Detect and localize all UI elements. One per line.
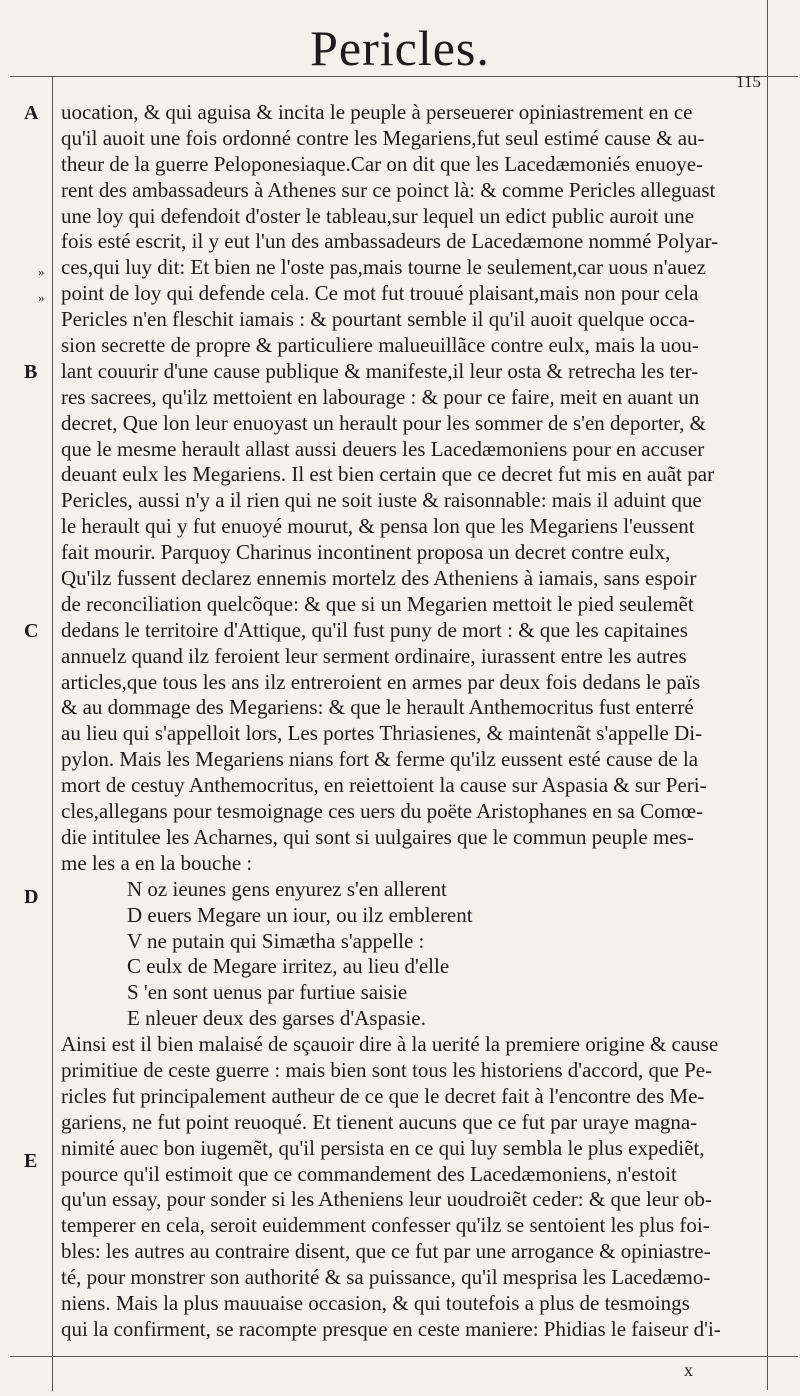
text-line: pource qu'il estimoit que ce commandement des Lacedæmoniens, n'estoit (61, 1161, 677, 1186)
text-line: deuant eulx les Megariens. Il est bien certain que ce decret fut mis en auãt par (61, 462, 715, 487)
text-line: gariens, ne fut point reuoqué. Et tienent aucuns que ce fut par uraye magna- (61, 1109, 698, 1134)
text-line: dedans le territoire d'Attique, qu'il fust puny de mort : & que les capitaines (61, 617, 688, 642)
quote-mark: » (38, 264, 45, 279)
text-line: & au dommage des Megariens: & que le herault Anthemocritus fust enterré (61, 695, 694, 720)
text-line: Qu'ilz fussent declarez ennemis mortelz des Atheniens à iamais, sans espoir (61, 566, 697, 591)
text-line: lant couurir d'une cause publique & manifeste,il leur osta & retrecha les ter- (61, 358, 699, 383)
text-line: ces,qui luy dit: Et bien ne l'oste pas,mais tourne le seulement,car uous n'auez (61, 255, 706, 280)
text-line: cles,allegans pour tesmoignage ces uers du poëte Aristophanes en sa Comœ- (61, 799, 704, 824)
text-line: le herault qui y fut enuoyé mourut, & pensa lon que les Megariens l'eussent (61, 514, 695, 539)
margin-letter-a: A (24, 102, 39, 124)
text-line: bles: les autres au contraire disent, que ce fut par une arrogance & opiniastre- (61, 1239, 711, 1264)
text-line: me les a en la bouche : (61, 850, 253, 875)
text-line: rent des ambassadeurs à Athenes sur ce poinct là: & comme Pericles alleguast (61, 177, 716, 202)
text-line: qui la confirment, se racompte presque en ceste maniere: Phidias le faiseur d'i- (61, 1316, 721, 1341)
text-line: Pericles, aussi n'y a il rien qui ne soit iuste & raisonnable: mais il aduint que (61, 488, 702, 513)
text-line: té, pour monstrer son authorité & sa puissance, qu'il mesprisa les Lacedæmo- (61, 1265, 711, 1290)
verse-line: D euers Megare un iour, ou ilz emblerent (127, 902, 473, 927)
text-line: mort de cestuy Anthemocritus, en reiettoient la cause sur Aspasia & sur Peri- (61, 773, 707, 798)
text-line: au lieu qui s'appelloit lors, Les portes Thriasienes, & maintenãt s'appelle Di- (61, 721, 703, 746)
margin-letter-e: E (24, 1150, 38, 1172)
margin-letter-d: D (24, 886, 39, 908)
text-line: niens. Mais la plus mauuaise occasion, & qui toutefois a plus de tesmoings (61, 1290, 690, 1315)
text-line: une loy qui defendoit d'oster le tableau,sur lequel un edict public auroit une (61, 203, 695, 228)
page-title: Pericles. (310, 20, 490, 76)
text-line: res sacrees, qu'ilz mettoient en labourage : & pour ce faire, meit en auant un (61, 384, 700, 409)
text-line: decret, Que lon leur enuoyast un herault pour les sommer de s'en deporter, & (61, 410, 706, 435)
text-body (61, 100, 764, 1343)
verse-line: E nleuer deux des garses d'Aspasie. (127, 1006, 426, 1031)
text-line: Ainsi est il bien malaisé de sçauoir dire à la uerité la premiere origine & cause (61, 1032, 719, 1057)
signature-mark: x (684, 1360, 693, 1380)
text-line: fois esté escrit, il y eut l'un des ambassadeurs de Lacedæmone nommé Polyar- (61, 229, 719, 254)
text-line: que le mesme herault allast aussi deuers les Lacedæmoniens pour en accuser (61, 436, 705, 461)
text-line: point de loy qui defende cela. Ce mot fut trouué plaisant,mais non pour cela (61, 281, 699, 306)
verse-line: V ne putain qui Simætha s'appelle : (127, 928, 425, 953)
text-line: qu'il auoit une fois ordonné contre les Megariens,fut seul estimé cause & au- (61, 125, 705, 150)
text-line: pylon. Mais les Megariens nians fort & ferme qu'ilz eussent esté cause de la (61, 747, 699, 772)
bottom-rule (10, 1356, 798, 1357)
quote-mark: » (38, 290, 45, 305)
right-rule (767, 0, 768, 1390)
top-rule (10, 76, 798, 77)
text-line: annuelz quand ilz feroient leur serment ordinaire, iurassent entre les autres (61, 643, 687, 668)
page-number: 115 (736, 72, 761, 91)
text-line: temperer en cela, seroit euidemment confesser qu'ilz se sentoient les plus foi- (61, 1213, 710, 1238)
margin-letter-b: B (24, 361, 38, 383)
verse-line: N oz ieunes gens enyurez s'en allerent (127, 876, 447, 901)
text-line: qu'un essay, pour sonder si les Atheniens leur uoudroiẽt ceder: & que leur ob- (61, 1187, 712, 1212)
text-line: de reconciliation quelcõque: & que si un Megarien mettoit le pied seulemẽt (61, 591, 694, 616)
text-line: articles,que tous les ans ilz entreroient en armes par deux fois dedans le païs (61, 669, 701, 694)
left-rule (52, 76, 53, 1391)
text-line: theur de la guerre Peloponesiaque.Car on dit que les Lacedæmoniés enuoye- (61, 151, 704, 176)
text-line: die intitulee les Acharnes, qui sont si uulgaires que le commun peuple mes- (61, 824, 694, 849)
text-line: primitiue de ceste guerre : mais bien sont tous les historiens d'accord, que Pe- (61, 1057, 713, 1082)
margin-letter-c: C (24, 620, 39, 642)
text-line: Pericles n'en fleschit iamais : & pourtant semble il qu'il auoit quelque occa- (61, 307, 695, 332)
text-line: sion secrette de propre & particuliere malueuillãce contre eulx, mais la uou- (61, 333, 699, 358)
verse-line: S 'en sont uenus par furtiue saisie (127, 980, 408, 1005)
text-line: nimité auec bon iugemẽt, qu'il persista en ce qui luy sembla le plus expediẽt, (61, 1135, 705, 1160)
verse-line: C eulx de Megare irritez, au lieu d'elle (127, 954, 450, 979)
text-line: fait mourir. Parquoy Charinus incontinent proposa un decret contre eulx, (61, 540, 671, 565)
text-line: uocation, & qui aguisa & incita le peuple à perseuerer opiniastrement en ce (61, 100, 693, 124)
text-line: ricles fut principalement autheur de ce que le decret fait à l'encontre des Me- (61, 1083, 705, 1108)
